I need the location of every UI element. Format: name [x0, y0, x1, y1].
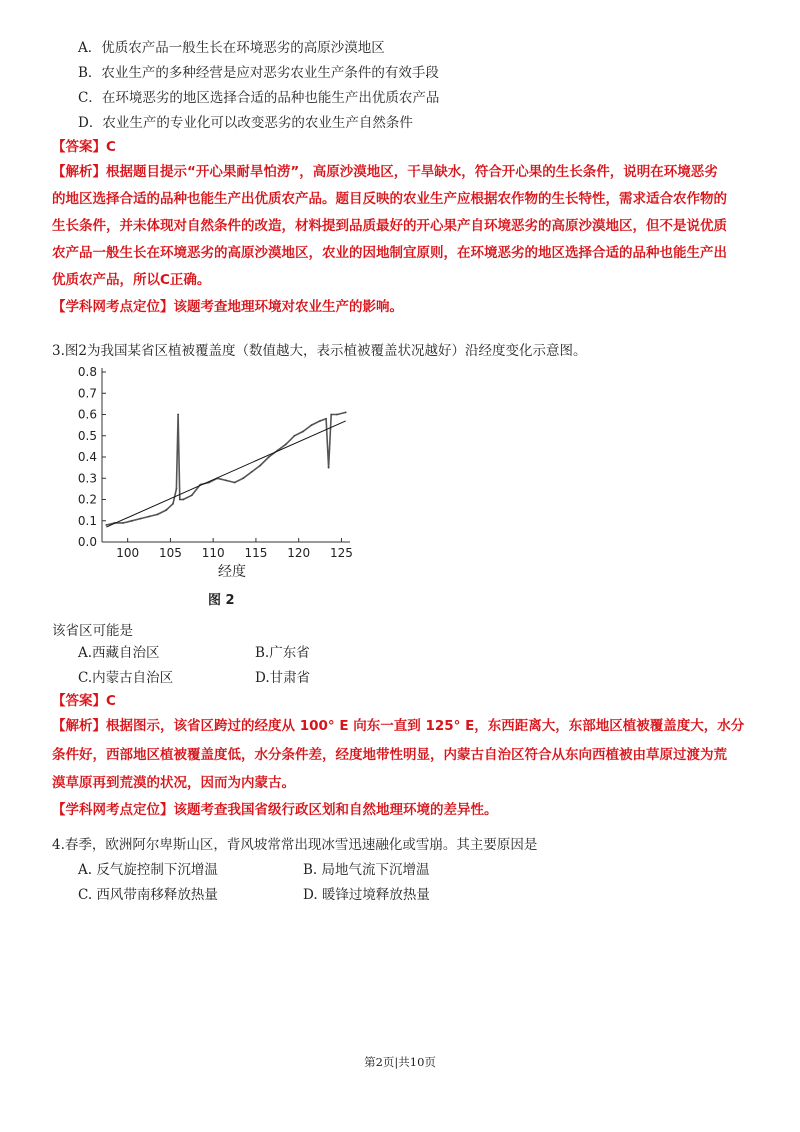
coverage-point — [234, 482, 236, 484]
q2-knowledge-point: 【学科网考点定位】该题考查地理环境对农业生产的影响。 — [52, 299, 403, 315]
q2-option-c: C．在环境恶劣的地区选择合适的品种也能生产出优质农产品 — [78, 90, 440, 106]
q3-stem: 3.图2为我国某省区植被覆盖度（数值越大，表示植被覆盖状况越好）沿经度变化示意图。 — [52, 343, 587, 359]
y-tick-label: 0.0 — [77, 535, 97, 549]
x-axis-label: 经度 — [218, 564, 246, 580]
q2-answer: 【答案】C — [52, 139, 116, 155]
coverage-point — [122, 522, 124, 524]
coverage-point — [328, 467, 330, 469]
figure-label: 图 2 — [208, 593, 235, 608]
q3-option-d: D.甘肃省 — [255, 670, 311, 686]
q4-option-c: C. 西风带南移释放热量 — [78, 887, 218, 903]
chart-axes — [78, 365, 353, 560]
q3-knowledge-point: 【学科网考点定位】该题考查我国省级行政区划和自然地理环境的差异性。 — [52, 802, 498, 818]
coverage-point — [285, 443, 287, 445]
coverage-point — [191, 494, 193, 496]
coverage-point — [225, 479, 227, 481]
coverage-point — [311, 424, 313, 426]
x-tick-label: 100 — [116, 546, 140, 560]
q3-analysis-line-2: 条件好，西部地区植被覆盖度低，水分条件差，经度地带性明显，内蒙古自治区符合从东向西植被由草原过渡为荒 — [52, 747, 727, 763]
x-tick-label: 105 — [158, 546, 182, 560]
coverage-point — [176, 488, 178, 490]
q2-analysis-line-2: 的地区选择合适的品种也能生产出优质农产品。题目反映的农业生产应根据农作物的生长特性，需求适合农作物的 — [52, 191, 727, 207]
coverage-point — [242, 477, 244, 479]
q3-answer: 【答案】C — [52, 693, 116, 709]
q3-option-a: A.西藏自治区 — [78, 645, 160, 661]
q3-option-b: B.广东省 — [255, 645, 310, 661]
x-tick-label: 115 — [244, 546, 268, 560]
coverage-point — [330, 414, 332, 416]
coverage-point — [131, 520, 133, 522]
coverage-point — [179, 499, 181, 501]
q4-option-d: D. 暖锋过境释放热量 — [303, 887, 430, 903]
q3-prompt: 该省区可能是 — [52, 623, 133, 639]
q3-analysis-line-1: 【解析】根据图示，该省区跨过的经度从 100° E 向东一直到 125° E，东西距离大，东部地区植被覆盖度大，水分 — [52, 718, 745, 734]
q2-analysis-line-1: 【解析】根据题目提示“开心果耐旱怕涝”，高原沙漠地区，干旱缺水，符合开心果的生长条件，说明在环境恶劣 — [52, 164, 718, 180]
vegetation-coverage-chart — [60, 362, 360, 584]
coverage-point — [268, 456, 270, 458]
y-tick-label: 0.2 — [77, 492, 97, 507]
q2-analysis-line-4: 农产品一般生长在环境恶劣的高原沙漠地区，农业的因地制宜原则，在环境恶劣的地区选择合适的品种也能生产出 — [52, 245, 727, 261]
q2-option-b: B．农业生产的多种经营是应对恶劣农业生产条件的有效手段 — [78, 65, 439, 81]
q3-option-c: C.内蒙古自治区 — [78, 670, 174, 686]
coverage-point — [302, 431, 304, 433]
y-tick-label: 0.6 — [77, 407, 97, 422]
q2-option-a: A．优质农产品一般生长在环境恶劣的高原沙漠地区 — [78, 40, 385, 56]
y-tick-label: 0.7 — [77, 386, 97, 401]
coverage-point — [259, 465, 261, 467]
q2-analysis-line-3: 生长条件，并未体现对自然条件的改造，材料提到品质最好的开心果产自环境恶劣的高原沙漠地区，但不是说优质 — [52, 218, 727, 234]
y-tick-label: 0.5 — [77, 428, 97, 443]
y-tick-label: 0.4 — [77, 450, 97, 464]
coverage-point — [177, 414, 179, 416]
coverage-point — [325, 418, 327, 420]
y-tick-label: 0.8 — [77, 365, 97, 379]
coverage-point — [165, 509, 167, 511]
coverage-point — [319, 420, 321, 422]
coverage-line — [106, 412, 345, 525]
q2-option-d: D．农业生产的专业化可以改变恶劣的农业生产自然条件 — [78, 115, 413, 131]
x-tick-label: 120 — [287, 546, 311, 560]
y-tick-label: 0.3 — [77, 471, 97, 486]
x-tick-label: 125 — [329, 546, 353, 560]
x-tick-label: 110 — [201, 546, 225, 560]
coverage-point — [172, 503, 174, 505]
page-footer: 第2页|共10页 — [364, 1055, 436, 1069]
coverage-point — [140, 518, 142, 520]
q4-stem: 4.春季，欧洲阿尔卑斯山区，背风坡常常出现冰雪迅速融化或雪崩。其主要原因是 — [52, 837, 538, 853]
coverage-point — [182, 499, 184, 501]
coverage-point — [105, 524, 107, 526]
trend-line — [106, 421, 345, 527]
coverage-point — [345, 411, 347, 413]
q2-analysis-line-5: 优质农产品，所以C正确。 — [52, 272, 211, 288]
coverage-point — [157, 513, 159, 515]
chart-series — [105, 411, 346, 527]
coverage-point — [148, 516, 150, 518]
q4-option-a: A. 反气旋控制下沉增温 — [78, 862, 218, 878]
q3-analysis-line-3: 漠草原再到荒漠的状况，因而为内蒙古。 — [52, 775, 295, 791]
y-tick-label: 0.1 — [77, 513, 97, 528]
coverage-point — [294, 435, 296, 437]
coverage-point — [336, 414, 338, 416]
coverage-point — [251, 471, 253, 473]
q4-option-b: B. 局地气流下沉增温 — [303, 862, 430, 878]
